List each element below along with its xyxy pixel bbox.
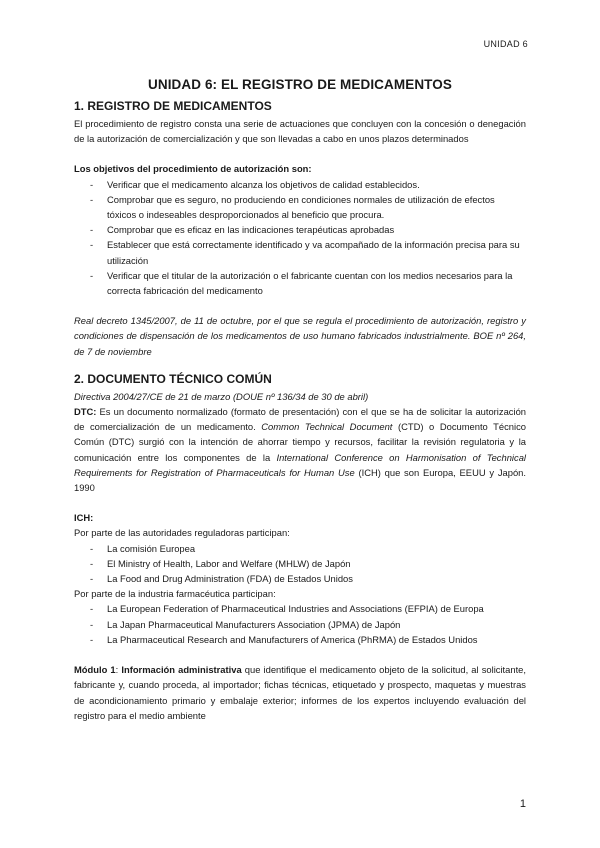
modulo-1-colon: : [115,664,122,676]
dtc-text-2: (CTD) o Documento Técnico Común (DTC) surgió con la intención de ahorrar tiempo y recursos, facilitar la revisión regulatoria y la comunicación entre los componentes de la [74,421,526,463]
industry-intro: Por parte de la industria farmacéutica participan: [74,588,276,600]
modulo-1-text: que identifique el medicamento objeto de la solicitud, al solicitante, fabricante y, cuando proceda, al importador; fichas técnicas, etiquetado y prospecto, maquetas y muestras de acondicionamiento primario y embalaje exterior; informes de los expertos incluyendo evaluación del registro para el medio ambiente [74,664,527,721]
regulators-intro: Por parte de las autoridades reguladoras participan: [74,527,290,539]
list-item: - La Food and Drug Administration (FDA) de Estados Unidos [74,571,526,586]
document-title: UNIDAD 6: EL REGISTRO DE MEDICAMENTOS [148,77,452,92]
dtc-text-1: Es un documento normalizado (formato de presentación) con el que se ha de solicitar la autorización de comercialización de un medicamento. [74,406,526,433]
dtc-text-3: (ICH) que son Europa, EEUU y Japón. 1990 [74,466,526,494]
objectives-heading: Los objetivos del procedimiento de autorización son: [74,163,312,175]
modulo-1-label: Módulo 1 [74,664,116,676]
industry-list [74,601,526,647]
list-item: - La European Federation of Pharmaceutical Industries and Associations (EFPIA) de Europa [74,601,526,616]
page-content [74,77,526,723]
ich-full-name: International Conference on Harmonisation of Technical Requirements for Registration of Pharmaceuticals for Human Use [74,451,526,478]
modulo-1-paragraph [74,662,526,723]
modulo-1-title: Información administrativa [121,664,242,676]
objectives-list [74,177,526,299]
list-item: - La Japan Pharmaceutical Manufacturers Association (JPMA) de Japón [74,617,526,632]
ich-label: ICH: [74,512,94,524]
running-header: UNIDAD 6 [483,39,528,49]
decree-reference: Real decreto 1345/2007, de 11 de octubre, por el que se regula el procedimiento de autorización, registro y condiciones de dispensación de los medicamentos de uso humano fabricados industrialmente. BOE nº 264, de 7 de noviembre [74,315,526,357]
list-item: - El Ministry of Health, Labor and Welfare (MHLW) de Japón [74,556,526,571]
ctd-term: Common Technical Document [261,421,393,433]
list-item: - Comprobar que es eficaz en las indicaciones terapéuticas aprobadas [74,222,526,237]
section-2-heading: 2. DOCUMENTO TÉCNICO COMÚN [74,371,272,386]
directive-reference: Directiva 2004/27/CE de 21 de marzo (DOUE nº 136/34 de 30 de abril) [74,390,369,402]
list-item: - Verificar que el titular de la autorización o el fabricante cuentan con los medios necesarios para la correcta fabricación del medicamento [74,268,526,298]
list-item: - La comisión Europea [74,541,526,556]
section-1-heading: 1. REGISTRO DE MEDICAMENTOS [74,99,272,113]
section-1-intro: El procedimiento de registro consta una serie de actuaciones que concluyen con la concesión o denegación de la autorización de comercialización y que son llevadas a cabo en unos plazos determinados [74,118,526,145]
list-item: - Comprobar que es seguro, no produciendo en condiciones normales de utilización de efectos tóxicos o indeseables desproporcionados al beneficio que procura. [74,192,526,222]
list-item: - Establecer que está correctamente identificado y va acompañado de la información precisa para su utilización [74,237,526,267]
dtc-paragraph [74,404,526,495]
regulators-list [74,541,526,587]
list-item: - Verificar que el medicamento alcanza los objetivos de calidad establecidos. [74,177,526,192]
list-item: - La Pharmaceutical Research and Manufacturers of America (PhRMA) de Estados Unidos [74,632,526,647]
page-number: 1 [519,798,526,810]
dtc-label: DTC: [74,406,97,418]
